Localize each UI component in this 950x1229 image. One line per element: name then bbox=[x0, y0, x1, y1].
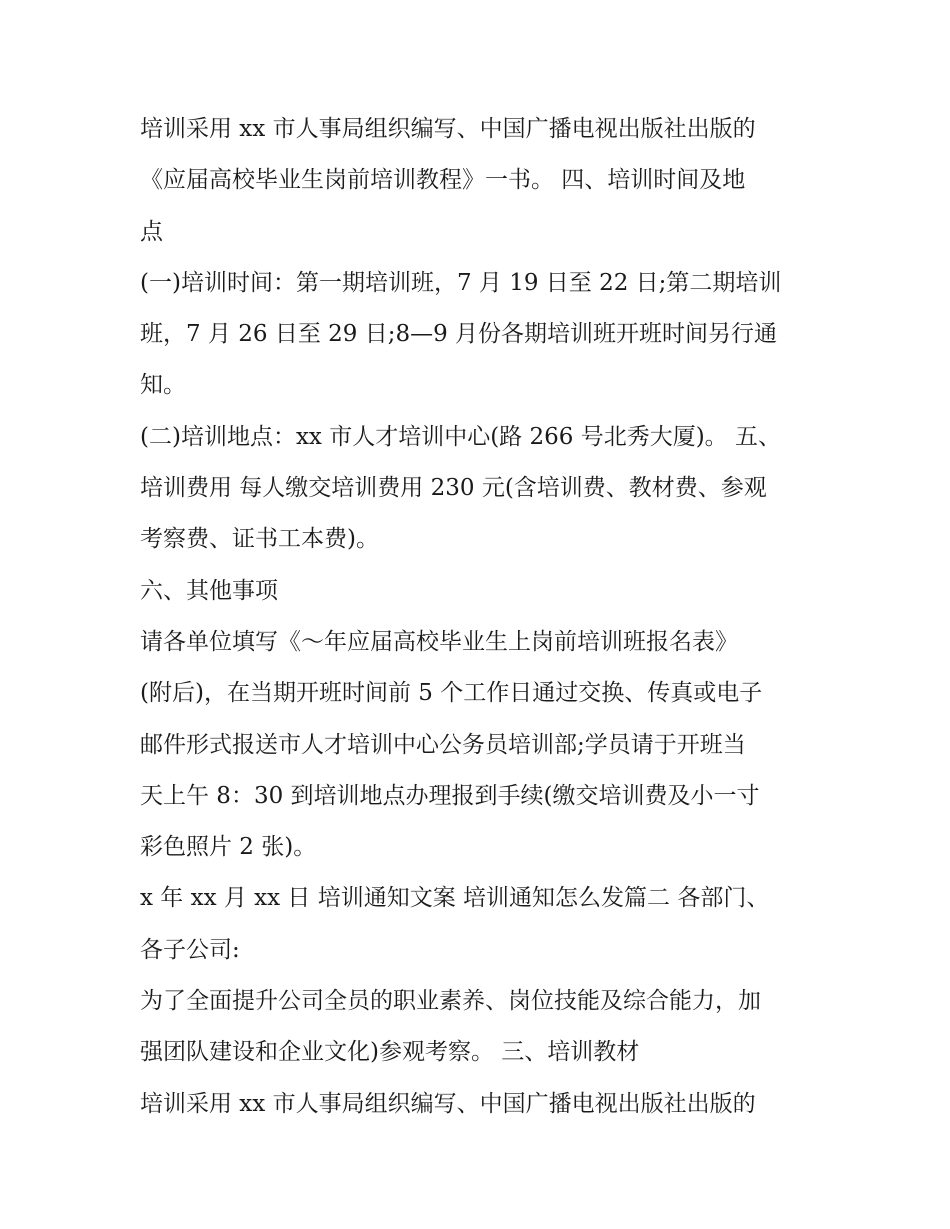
text-line-8: 培训费用 每人缴交培训费用 230 元(含培训费、教材费、参观 bbox=[140, 475, 767, 502]
text-line-15: 彩色照片 2 张)。 bbox=[140, 834, 317, 861]
text-line-18: 为了全面提升公司全员的职业素养、岗位技能及综合能力，加 bbox=[140, 988, 761, 1015]
text-line-19: 强团队建设和企业文化)参观考察。 三、培训教材 bbox=[140, 1039, 640, 1066]
text-line-1: 培训采用 xx 市人事局组织编写、中国广播电视出版社出版的 bbox=[140, 116, 756, 142]
text-line-7: (二)培训地点：xx 市人才培训中心(路 266 号北秀大厦)。 五、 bbox=[140, 423, 781, 450]
text-line-20: 培训采用 xx 市人事局组织编写、中国广播电视出版社出版的 bbox=[140, 1090, 756, 1117]
document-body bbox=[140, 104, 820, 1130]
text-line-14: 天上午 8：30 到培训地点办理报到手续(缴交培训费及小一寸 bbox=[140, 782, 760, 809]
text-line-2: 《应届高校毕业生岗前培训教程》一书。 四、培训时间及地 bbox=[140, 167, 746, 194]
text-line-16: x 年 xx 月 xx 日 培训通知文案 培训通知怎么发篇二 各部门、 bbox=[140, 885, 770, 912]
section-heading-other-matters: 六、其他事项 bbox=[140, 577, 278, 604]
text-line-5: 班，7 月 26 日至 29 日;8—9 月份各期培训班开班时间另行通 bbox=[140, 321, 778, 348]
text-line-3: 点 bbox=[140, 218, 163, 245]
text-line-17: 各子公司: bbox=[140, 936, 240, 963]
text-line-13: 邮件形式报送市人才培训中心公务员培训部;学员请于开班当 bbox=[140, 731, 746, 758]
text-line-4: (一)培训时间：第一期培训班，7 月 19 日至 22 日;第二期培训 bbox=[140, 269, 782, 296]
text-line-12: (附后)，在当期开班时间前 5 个工作日通过交换、传真或电子 bbox=[140, 680, 763, 707]
text-line-9: 考察费、证书工本费)。 bbox=[140, 526, 379, 553]
text-line-6: 知。 bbox=[140, 372, 186, 399]
text-line-11: 请各单位填写《～年应届高校毕业生上岗前培训班报名表》 bbox=[140, 628, 738, 655]
